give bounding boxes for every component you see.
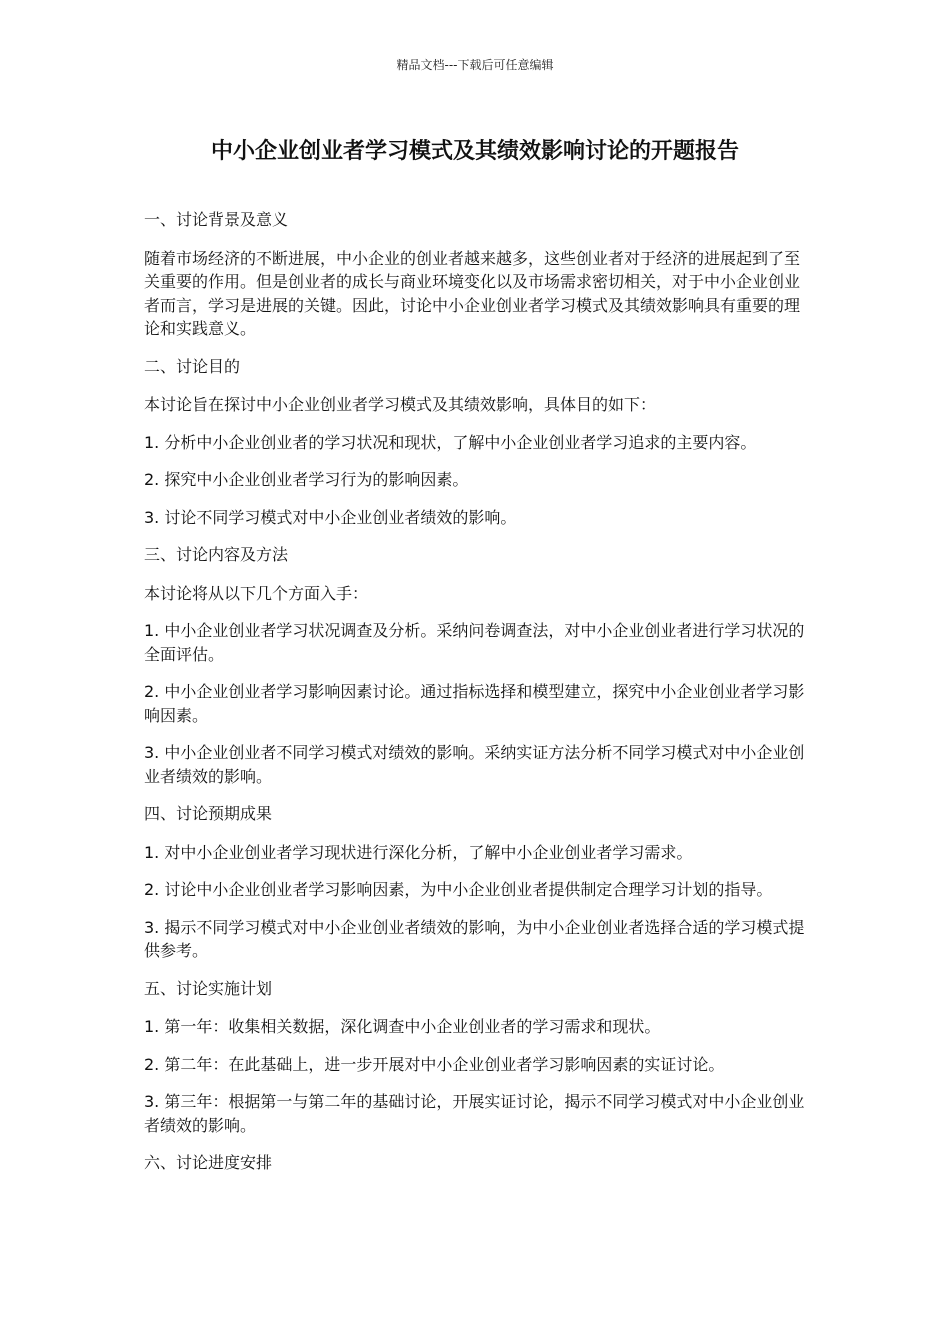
list-item: 1. 对中小企业创业者学习现状进行深化分析，了解中小企业创业者学习需求。 [144, 842, 693, 862]
document-body [144, 208, 812, 1190]
section-intro-content-method: 本讨论将从以下几个方面入手： [144, 583, 369, 603]
list-item: 1. 分析中小企业创业者的学习状况和现状，了解中小企业创业者学习追求的主要内容。 [144, 432, 757, 452]
list-item: 2. 中小企业创业者学习影响因素讨论。通过指标选择和模型建立，探究中小企业创业者学习影响因素。 [144, 682, 805, 725]
list-item: 3. 讨论不同学习模式对中小企业创业者绩效的影响。 [144, 507, 517, 527]
section-heading-content-method: 三、讨论内容及方法 [144, 545, 289, 564]
header-note: 精品文档---下载后可任意编辑 [396, 58, 554, 72]
section-heading-expected-results: 四、讨论预期成果 [144, 804, 273, 823]
list-item: 1. 中小企业创业者学习状况调查及分析。采纳问卷调查法，对中小企业创业者进行学习状况的全面评估。 [144, 621, 805, 664]
list-item: 3. 中小企业创业者不同学习模式对绩效的影响。采纳实证方法分析不同学习模式对中小企业创业者绩效的影响。 [144, 743, 805, 786]
list-item: 3. 揭示不同学习模式对中小企业创业者绩效的影响，为中小企业创业者选择合适的学习模式提供参考。 [144, 917, 805, 960]
list-item: 2. 第二年：在此基础上，进一步开展对中小企业创业者学习影响因素的实证讨论。 [144, 1054, 725, 1074]
document-title: 中小企业创业者学习模式及其绩效影响讨论的开题报告 [210, 139, 739, 164]
list-item: 2. 探究中小企业创业者学习行为的影响因素。 [144, 470, 469, 489]
section-paragraph-background: 随着市场经济的不断进展，中小企业的创业者越来越多，这些创业者对于经济的进展起到了至关重要的作用。但是创业者的成长与商业环境变化以及市场需求密切相关，对于中小企业创业者而言，学习是进展的关键。因此，讨论中小企业创业者学习模式及其绩效影响具有重要的理论和实践意义。 [144, 248, 801, 338]
section-intro-purpose: 本讨论旨在探讨中小企业创业者学习模式及其绩效影响，具体目的如下： [144, 395, 657, 414]
list-item: 2. 讨论中小企业创业者学习影响因素，为中小企业创业者提供制定合理学习计划的指导。 [144, 880, 773, 899]
section-heading-implementation-plan: 五、讨论实施计划 [144, 978, 273, 998]
list-item: 1. 第一年：收集相关数据，深化调查中小企业创业者的学习需求和现状。 [144, 1017, 661, 1036]
section-heading-schedule: 六、讨论进度安排 [144, 1153, 273, 1172]
section-heading-purpose: 二、讨论目的 [144, 356, 241, 376]
list-item: 3. 第三年：根据第一与第二年的基础讨论，开展实证讨论，揭示不同学习模式对中小企业创业者绩效的影响。 [144, 1092, 805, 1135]
section-heading-background: 一、讨论背景及意义 [144, 210, 289, 229]
